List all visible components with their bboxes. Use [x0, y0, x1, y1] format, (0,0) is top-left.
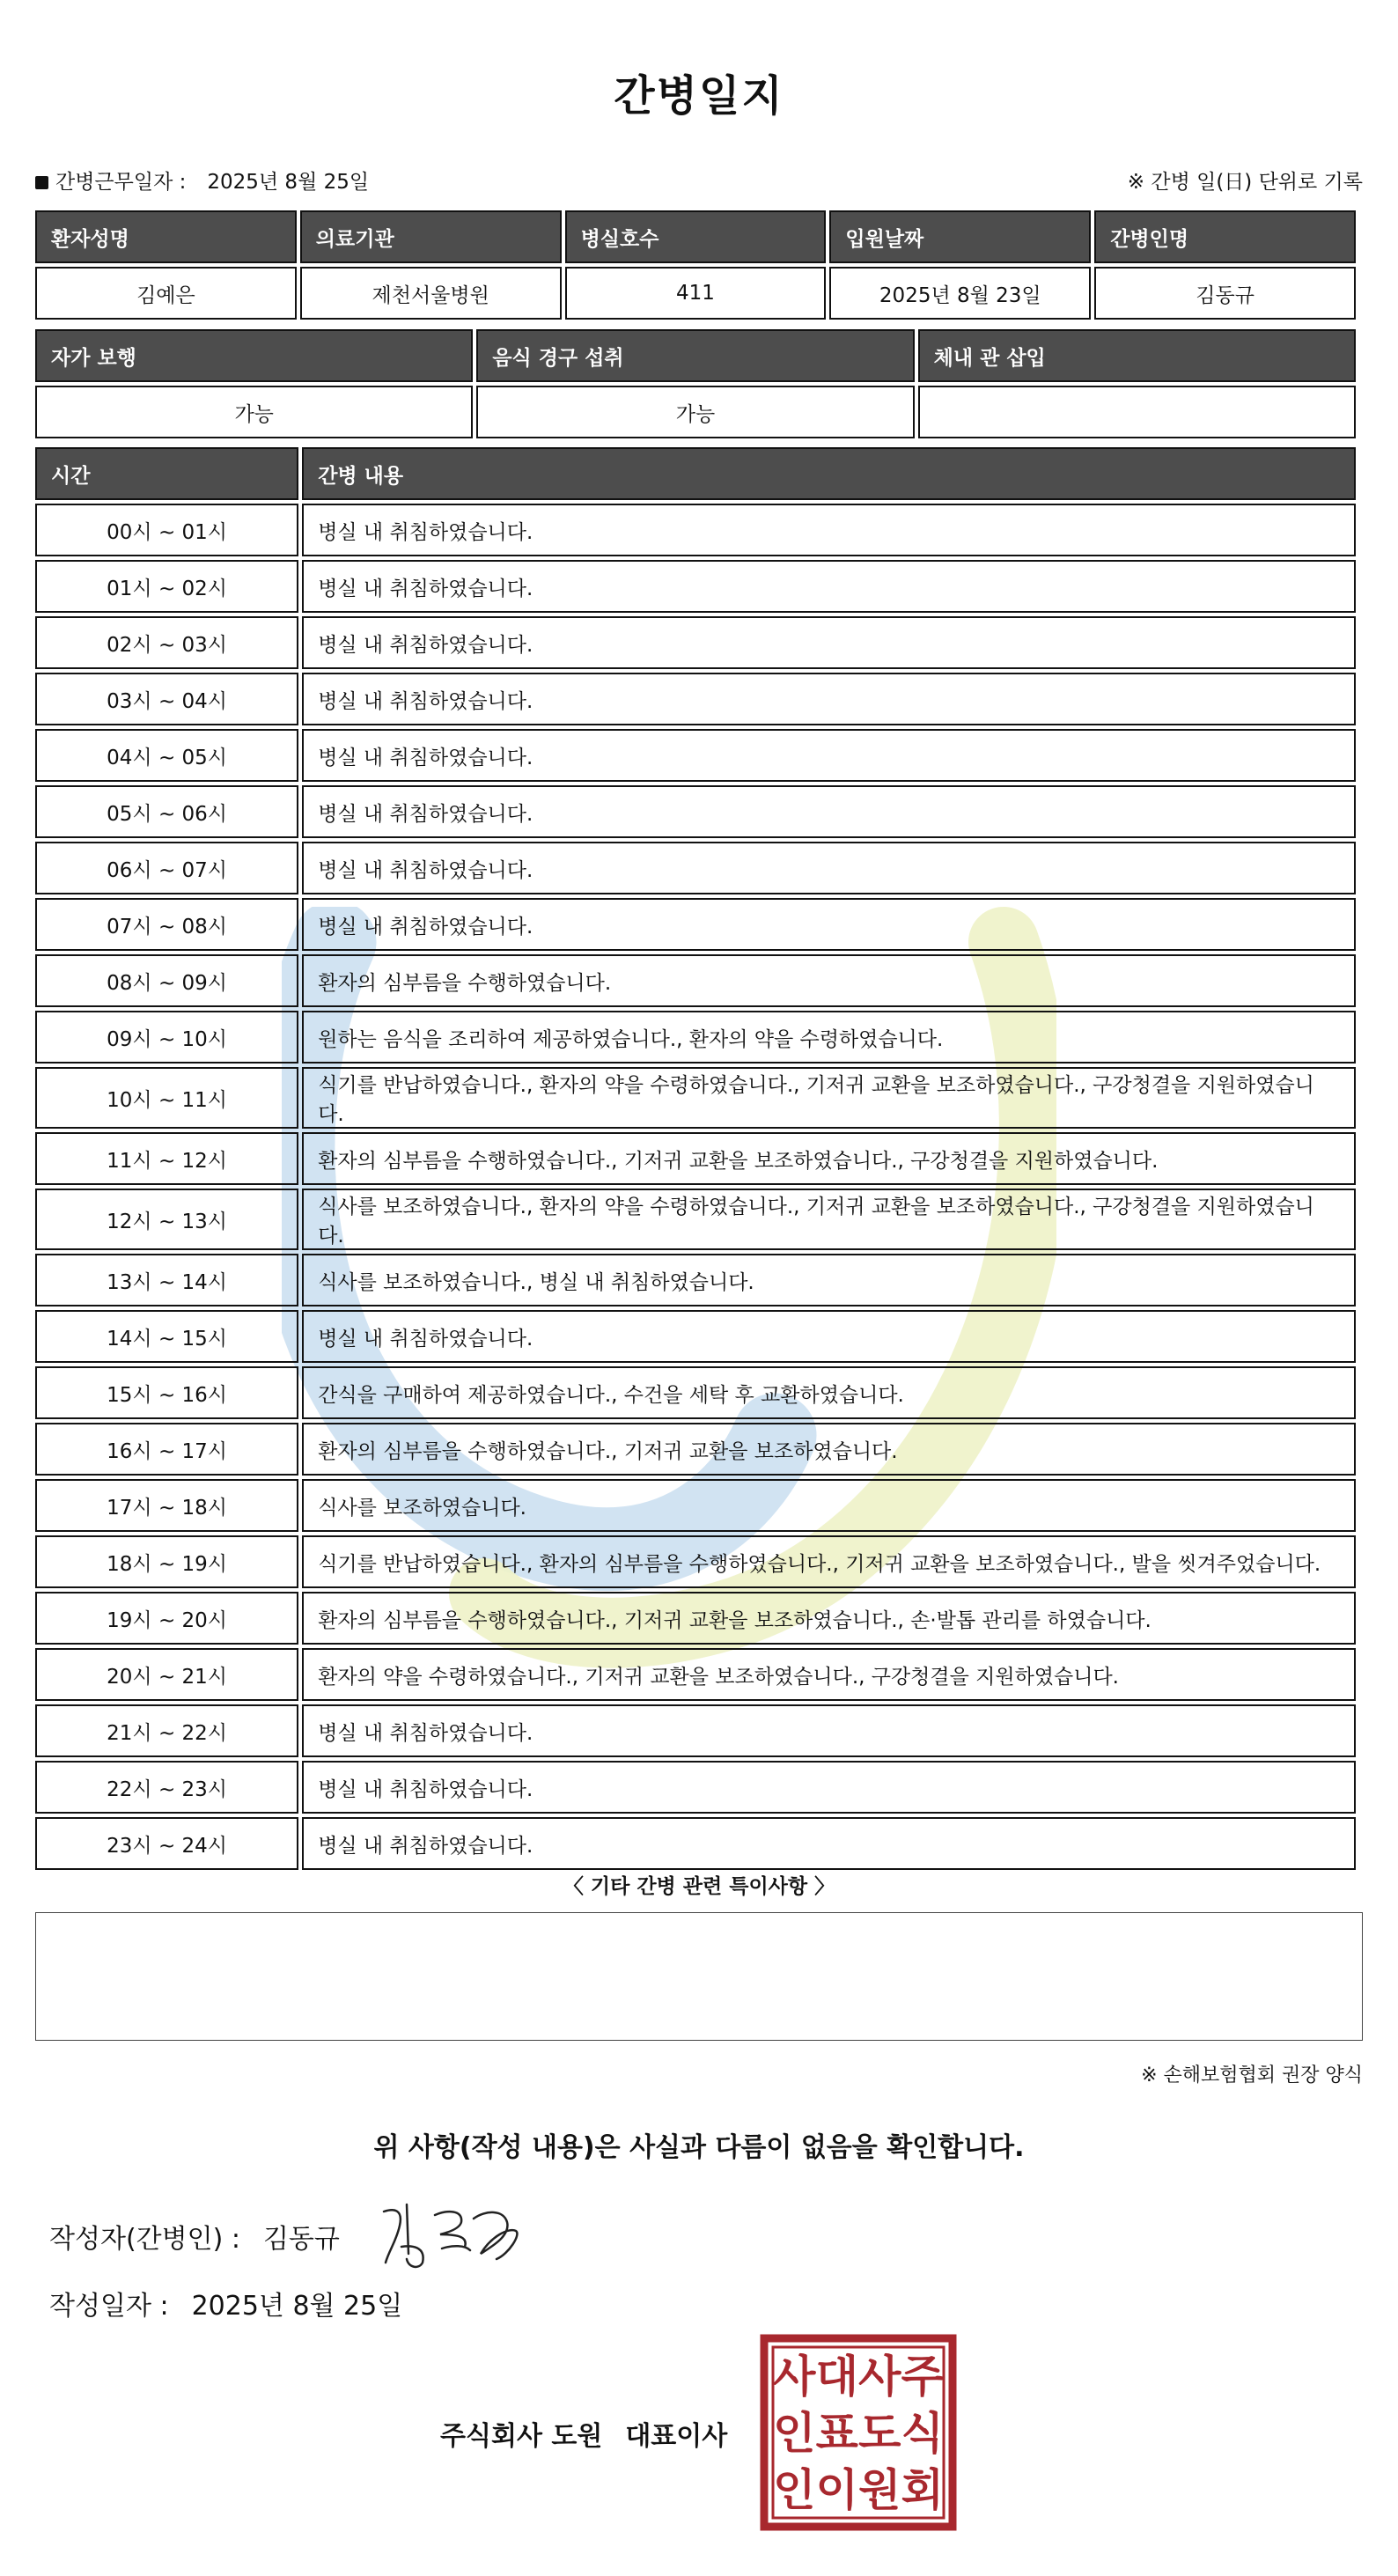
caregiver-name: 김동규	[1094, 267, 1356, 320]
care-content-cell: 식사를 보조하였습니다., 병실 내 취침하였습니다.	[302, 1254, 1356, 1306]
care-content-cell: 식사를 보조하였습니다., 환자의 약을 수령하였습니다., 기저귀 교환을 보조하였습니다., 구강청결을 지원하였습니다.	[302, 1189, 1356, 1250]
table-row	[35, 1310, 1356, 1363]
header-patient-name: 환자성명	[35, 210, 297, 263]
care-content-cell: 환자의 심부름을 수행하였습니다., 기저귀 교환을 보조하였습니다., 구강청결을 지원하였습니다.	[302, 1132, 1356, 1185]
company-name: 주식회사 도원	[440, 2421, 603, 2452]
handwritten-signature	[377, 2192, 526, 2271]
written-date-value: 2025년 8월 25일	[191, 2291, 403, 2322]
care-content-cell: 환자의 심부름을 수행하였습니다., 기저귀 교환을 보조하였습니다., 손·발톱 관리를 하였습니다.	[302, 1592, 1356, 1645]
time-cell: 06시 ~ 07시	[35, 842, 298, 894]
header-time: 시간	[35, 447, 298, 500]
header-oral-intake: 음식 경구 섭취	[476, 329, 914, 382]
table-row	[35, 1648, 1356, 1701]
written-date-line	[49, 2284, 402, 2322]
table-row	[35, 898, 1356, 951]
table-row	[35, 616, 1356, 669]
table-row	[35, 1817, 1356, 1870]
time-cell: 08시 ~ 09시	[35, 954, 298, 1007]
table-row	[35, 1535, 1356, 1588]
care-content-cell: 병실 내 취침하였습니다.	[302, 1761, 1356, 1814]
care-content-cell: 병실 내 취침하였습니다.	[302, 785, 1356, 838]
time-cell: 15시 ~ 16시	[35, 1366, 298, 1419]
table-row	[35, 1479, 1356, 1532]
table-row	[35, 954, 1356, 1007]
care-log-table	[32, 444, 1359, 1873]
patient-name: 김예은	[35, 267, 297, 320]
page-title: 간병일지	[614, 71, 784, 121]
writer-name: 김동규	[262, 2224, 340, 2255]
seal-character: 원	[858, 2464, 901, 2516]
seal-character: 회	[901, 2464, 944, 2516]
company-seal-stamp	[759, 2333, 958, 2532]
seal-character: 주	[901, 2351, 944, 2403]
care-content-cell: 병실 내 취침하였습니다.	[302, 1817, 1356, 1870]
table-row	[35, 673, 1356, 725]
care-content-cell: 병실 내 취침하였습니다.	[302, 898, 1356, 951]
time-cell: 04시 ~ 05시	[35, 729, 298, 782]
table-row	[35, 1132, 1356, 1185]
seal-character: 대	[815, 2351, 858, 2403]
care-content-cell: 원하는 음식을 조리하여 제공하였습니다., 환자의 약을 수령하였습니다.	[302, 1011, 1356, 1064]
seal-character: 이	[815, 2464, 858, 2516]
time-cell: 02시 ~ 03시	[35, 616, 298, 669]
time-cell: 03시 ~ 04시	[35, 673, 298, 725]
table-row	[35, 1254, 1356, 1306]
header-admit-date: 입원날짜	[829, 210, 1091, 263]
work-date-value: 2025년 8월 25일	[207, 171, 370, 194]
admit-date: 2025년 8월 23일	[829, 267, 1091, 320]
time-cell: 17시 ~ 18시	[35, 1479, 298, 1532]
time-cell: 12시 ~ 13시	[35, 1189, 298, 1250]
ceo-title: 대표이사	[625, 2421, 728, 2452]
care-content-cell: 병실 내 취침하였습니다.	[302, 1704, 1356, 1757]
care-content-cell: 병실 내 취침하였습니다.	[302, 1310, 1356, 1363]
time-cell: 22시 ~ 23시	[35, 1761, 298, 1814]
seal-character: 인	[773, 2408, 816, 2459]
time-cell: 20시 ~ 21시	[35, 1648, 298, 1701]
seal-character: 인	[773, 2464, 816, 2516]
patient-status-table	[32, 326, 1359, 442]
square-bullet-icon	[35, 176, 48, 189]
care-content-cell: 병실 내 취침하였습니다.	[302, 560, 1356, 613]
writer-line	[49, 2217, 340, 2256]
care-content-cell: 환자의 심부름을 수행하였습니다., 기저귀 교환을 보조하였습니다.	[302, 1423, 1356, 1476]
table-row	[35, 1761, 1356, 1814]
written-date-label: 작성일자 :	[49, 2291, 169, 2322]
table-row	[35, 1067, 1356, 1129]
care-content-cell: 병실 내 취침하였습니다.	[302, 616, 1356, 669]
care-content-cell: 병실 내 취침하였습니다.	[302, 842, 1356, 894]
table-row	[35, 560, 1356, 613]
table-row	[35, 504, 1356, 556]
confirmation-statement: 위 사항(작성 내용)은 사실과 다름이 없음을 확인합니다.	[373, 2132, 1025, 2163]
oral-intake-value: 가능	[476, 386, 914, 438]
self-walking-value: 가능	[35, 386, 473, 438]
care-content-cell: 식사를 보조하였습니다.	[302, 1479, 1356, 1532]
patient-info-table	[32, 207, 1359, 323]
table-row	[35, 1189, 1356, 1250]
record-note: ※ 간병 일(日) 단위로 기록	[1127, 171, 1363, 194]
table-row	[35, 729, 1356, 782]
work-date-label: 간병근무일자 :	[55, 171, 187, 194]
seal-character: 표	[815, 2408, 858, 2459]
table-row	[35, 1423, 1356, 1476]
table-row	[35, 785, 1356, 838]
time-cell: 21시 ~ 22시	[35, 1704, 298, 1757]
time-cell: 09시 ~ 10시	[35, 1011, 298, 1064]
special-notes-title: 〈 기타 간병 관련 특이사항 〉	[563, 1875, 835, 1898]
time-cell: 07시 ~ 08시	[35, 898, 298, 951]
form-note: ※ 손해보험협회 권장 양식	[1141, 2064, 1363, 2087]
tube-insertion-value	[918, 386, 1356, 438]
time-cell: 10시 ~ 11시	[35, 1067, 298, 1129]
time-cell: 19시 ~ 20시	[35, 1592, 298, 1645]
meta-row	[35, 166, 1363, 195]
time-cell: 11시 ~ 12시	[35, 1132, 298, 1185]
room-number: 411	[565, 267, 827, 320]
time-cell: 01시 ~ 02시	[35, 560, 298, 613]
table-row	[35, 1366, 1356, 1419]
header-room: 병실호수	[565, 210, 827, 263]
table-row	[35, 1592, 1356, 1645]
care-content-cell: 간식을 구매하여 제공하였습니다., 수건을 세탁 후 교환하였습니다.	[302, 1366, 1356, 1419]
company-line	[440, 2414, 727, 2453]
time-cell: 14시 ~ 15시	[35, 1310, 298, 1363]
time-cell: 16시 ~ 17시	[35, 1423, 298, 1476]
header-hospital: 의료기관	[300, 210, 562, 263]
time-cell: 18시 ~ 19시	[35, 1535, 298, 1588]
care-content-cell: 환자의 약을 수령하였습니다., 기저귀 교환을 보조하였습니다., 구강청결을 지원하였습니다.	[302, 1648, 1356, 1701]
header-caregiver: 간병인명	[1094, 210, 1356, 263]
time-cell: 13시 ~ 14시	[35, 1254, 298, 1306]
care-content-cell: 식기를 반납하였습니다., 환자의 약을 수령하였습니다., 기저귀 교환을 보조하였습니다., 구강청결을 지원하였습니다.	[302, 1067, 1356, 1129]
care-content-cell: 병실 내 취침하였습니다.	[302, 673, 1356, 725]
work-date	[35, 166, 369, 195]
care-content-cell: 식기를 반납하였습니다., 환자의 심부름을 수행하였습니다., 기저귀 교환을 보조하였습니다., 발을 씻겨주었습니다.	[302, 1535, 1356, 1588]
table-row	[35, 1704, 1356, 1757]
header-tube-insertion: 체내 관 삽입	[918, 329, 1356, 382]
hospital-name: 제천서울병원	[300, 267, 562, 320]
seal-character: 도	[858, 2408, 901, 2459]
care-content-cell: 병실 내 취침하였습니다.	[302, 729, 1356, 782]
seal-character: 사	[773, 2351, 816, 2403]
seal-character: 사	[858, 2351, 901, 2403]
header-self-walking: 자가 보행	[35, 329, 473, 382]
care-content-cell: 환자의 심부름을 수행하였습니다.	[302, 954, 1356, 1007]
table-row	[35, 842, 1356, 894]
header-care-content: 간병 내용	[302, 447, 1356, 500]
time-cell: 00시 ~ 01시	[35, 504, 298, 556]
time-cell: 05시 ~ 06시	[35, 785, 298, 838]
seal-character: 식	[901, 2408, 944, 2459]
care-content-cell: 병실 내 취침하였습니다.	[302, 504, 1356, 556]
table-row	[35, 1011, 1356, 1064]
special-notes-box	[35, 1912, 1363, 2041]
time-cell: 23시 ~ 24시	[35, 1817, 298, 1870]
writer-label: 작성자(간병인) :	[49, 2224, 240, 2255]
